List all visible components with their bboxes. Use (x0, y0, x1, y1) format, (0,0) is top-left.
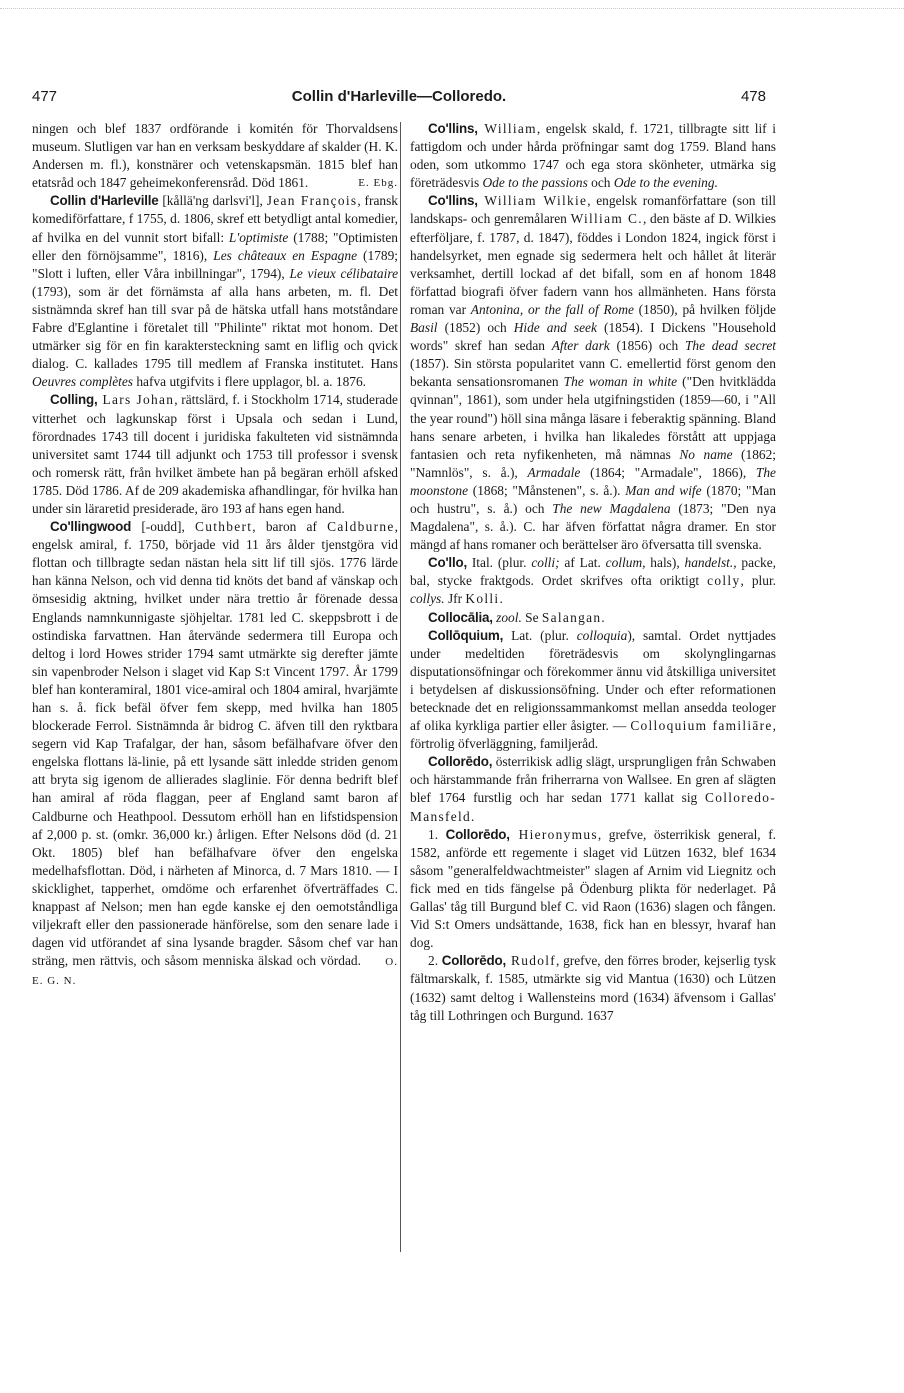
right-column (410, 120, 776, 1025)
headword: Collorēdo, (441, 953, 506, 969)
headword: Collin d'Harleville (50, 193, 159, 209)
headword: Collorēdo, (445, 826, 510, 842)
author-signature: E. Ebg. (358, 177, 398, 190)
entry-collin-d-harleville: Collin d'Harleville [kållä'ng darlsvi'l], Jean François, fransk komediförfattare, f 1755, d. 1806, skref ett betydligt antal komedier, af hvilka en del vunnit stort bifall: L'optimiste (1788; "Optimisten eller den förnöjsamme", 1816), Les châteaux en Espagne (1789; "Slott i luften, eller Våra inbillningar", 1794), Le vieux célibataire (1793), som är det förnämsta af alla hans arbeten, m. fl. Det sistnämnda skref han till svar på de hätska utfall hans motståndare Fabre d'Eglantine i företalet till "Philinte" riktat mot honom. Det utmärker sig för en fin karaktersteckning samt en liflig och qvick dialog. C. kallades 1795 till medlem af Franska institutet. Hans Oeuvres complètes hafva utgifvits i flere upplagor, bl. a. 1876. (32, 193, 399, 390)
page-header (32, 88, 766, 108)
entry-colling: Colling, Lars Johan, rättslärd, f. i Stockholm 1714, studerade vitterhet och lagkunskap först i Upsala och sedan i Lund, förordnades 1743 till docent i juridiska fakulteten vid sistnämnda universitet samt 1744 till adjunkt och 1753 till professor i svensk och romersk rätt, från hvilket ämbete han på begäran erhöll afsked 1785. Död 1786. Af de 209 akademiska afhandlingar, för hvilka han under sin läraretid presiderade, äro 193 af hans egen hand. (32, 392, 398, 516)
entry-colloredo-hieronymus: 1. Collorēdo, Hieronymus, grefve, österrikisk general, f. 1582, anförde ett regemente i slaget vid Lützen 1632, blef 1634 såsom "generalfeldwachtmeister" slagen af Arnim vid Liegnitz och fick med en tids fängelse på Ödenburg plikta för nederlaget. På Gallas' tåg till Burgund blef C. vid Raon (1636) slagen och fången. Vid S:t Omers undsättande, 1638, fick han en blessyr, hvaraf han dog. (410, 826, 776, 951)
author-signature: O. E. G. N. (32, 956, 398, 988)
entry-colloredo-rudolf: 2. Collorēdo, Rudolf, grefve, den förres broder, kejserlig tysk fältmarskalk, f. 1585, utmärkte sig vid Mantua (1630) och Lützen (1632) samt deltog i Wallensteins mord (1634) äfvensom i Gallas' tåg till Lothringen och Burgund. 1637 (410, 953, 776, 1023)
headword: Co'llins, (428, 121, 478, 136)
entry-collins-william-wilkie: Co'llins, William Wilkie, engelsk romanförfattare (son till landskaps- och genremålaren William C., den bäste af D. Wilkies efterföljare, f. 1787, d. 1847), föddes i London 1824, ingick först i handelsyrket, men egnade sig sedermera helt och hållet åt literär verksamhet, dertill lockad af det bifall, som en af honom 1848 författad biografi öfver fadern vann hos allmänheten. Hans första roman var Antonina, or the fall of Rome (1850), på hvilken följde Basil (1852) och Hide and seek (1854). I Dickens "Household words" skref han sedan After dark (1856) och The dead secret (1857). Sin största popularitet vann C. emellertid först genom den bekanta sensationsromanen The woman in white ("Den hvitklädda qvinnan", 1861), som under hela utgifningstiden (1859—60, i "All the year round") höll sina många läsare i feberaktig spänning. Bland hans senare arbeten, i hvilka han likaledes förstått att uppjaga fantasien och reta nyfikenheten, må nämnas No name (1862; "Namnlös", s. å.), Armadale (1864; "Armadale", 1866), The moonstone (1868; "Månstenen", s. å.). Man and wife (1870; "Man och hustru", s. å.) och The new Magdalena (1873; "Den nya Magdalena", s. å.). C. har äfven författat några dramer. En stor mängd af hans romaner och berättelser äro öfversatta till svenska. (410, 193, 777, 553)
entry-collins-william: Co'llins, William, engelsk skald, f. 1721, tillbragte sitt lif i fattigdom och under hårda pröfningar samt dog 1759. Bland hans oden, som utkommo 1747 och ega stora skönheter, utmärka sig företrädesvis Ode to the passions och Ode to the evening. (410, 121, 776, 191)
entry-collocalia: Collocālia, zool. Se Salangan. (428, 609, 605, 625)
headword: Co'llingwood (50, 519, 132, 535)
page-top-edge (0, 8, 904, 9)
headword: Collorēdo, (428, 754, 493, 770)
headword: Collōquium, (428, 627, 504, 643)
headword: Colling, (50, 392, 98, 408)
pronunciation: [-oudd], (131, 519, 196, 535)
headword: Co'llo, (428, 555, 467, 571)
column-divider (400, 122, 401, 1252)
headword: Collocālia, (428, 609, 493, 625)
entry-colloredo: Collorēdo, österrikisk adlig slägt, ursprungligen från Schwaben och härstammande från friherrarna von Wallsee. En gren af slägten blef 1764 furstlig och har sedan 1771 kallat sig Colloredo-Mansfeld. (410, 754, 776, 824)
right-page-number: 478 (740, 88, 766, 105)
left-column (32, 120, 398, 991)
headword: Co'llins, (428, 193, 478, 209)
entry-colloquium: Collōquium, Lat. (plur. colloquia), samtal. Ordet nyttjades under medeltiden företrädesvis om skolynglingarnas disputationsöfningar och förekommer ännu vid åtskilliga universitet i betydelsen af diskussionsöfning. Under och efter reformationen betecknade det en religionssammankomst mellan ansedda teologer af olika kyrkliga partier eller åsigter. — Colloquium familiāre, förtrolig öfverläggning, familjeråd. (410, 627, 776, 752)
entry-collo: Co'llo, Ital. (plur. colli; af Lat. collum, hals), handelst., packe, bal, stycke fraktgods. Ordet skrifves ofta oriktigt colly, plur. collys. Jfr Kolli. (410, 555, 777, 607)
pronunciation: [kållä'ng darlsvi'l], (158, 193, 267, 209)
entry-continuation: ningen och blef 1837 ordförande i komitén för Thorvaldsens museum. Slutligen var han en verksam beskyddare af skalder (H. K. Andersen m. fl.), konstnärer och vetenskapsmän. 1815 blef han etatsråd och 1847 geheimekonferensråd. Död 1861. E. Ebg. (32, 120, 398, 192)
left-page-number: 477 (32, 88, 58, 105)
entry-collingwood: Co'llingwood [-oudd], Cuthbert, baron af Caldburne, engelsk amiral, f. 1750, började vid 11 års ålder tjenstgöra vid flottan och tillbragte sedan nästan hela sitt lif till sjös. 1776 lärde han känna Nelson, och vid denna tid knöts det band af vänskap och ömsesidig aktning, hvilket under nära trettio år förenade dessa Englands namnkunnigaste sjöhjeltar. 1781 led C. skeppsbrott i de ostindiska farvattnen. Han återvände sedermera till Europa och deltog i lord Howes strider 1794 samt utmärkte sig derefter jämte sin vapenbroder Nelson i slaget vid Kap S:t Vincent 1797. År 1799 blef han konteramiral, 1801 vice-amiral och 1804 amiral, hvarjämte han s. å. fick befäl öfver fem skepp, med hvilka han 1805 blockerade Ferrol. Sistnämnda år bidrog C. äfven till den ryktbara segern vid Kap Trafalgar, der han, såsom befälhafvare öfver den engelska flottans lä-linie, på ett lysande sätt inledde striden genom att bryta sig igenom de allierades slaglinie. För denna bedrift blef han amiral af röda flaggan, peer af England samt baron af Caldburne och Heathpool. Dessutom erhöll han en lifstidspension af 2,000 p. st. (omkr. 36,000 kr.) årligen. Efter Nelsons död (d. 21 Okt. 1805) blef han befälhafvare öfver den engelska medelhafsflottan. Död, i närheten af Minorca, d. 7 Mars 1810. — I skicklighet, tapperhet, omdöme och erfarenhet öfverträffades C. knappast af Nelson; men han egde kanske ej den oemotståndliga viljekraft eller den passionerade hänförelse, som den senare lade i dagen vid utförandet af sina lysande bragder. Såsom chef var han sträng, men rättvis, och såsom menniska älskad och vördad. O. E. G. N. (32, 519, 398, 988)
running-title: Collin d'Harleville—Colloredo. (291, 88, 507, 105)
